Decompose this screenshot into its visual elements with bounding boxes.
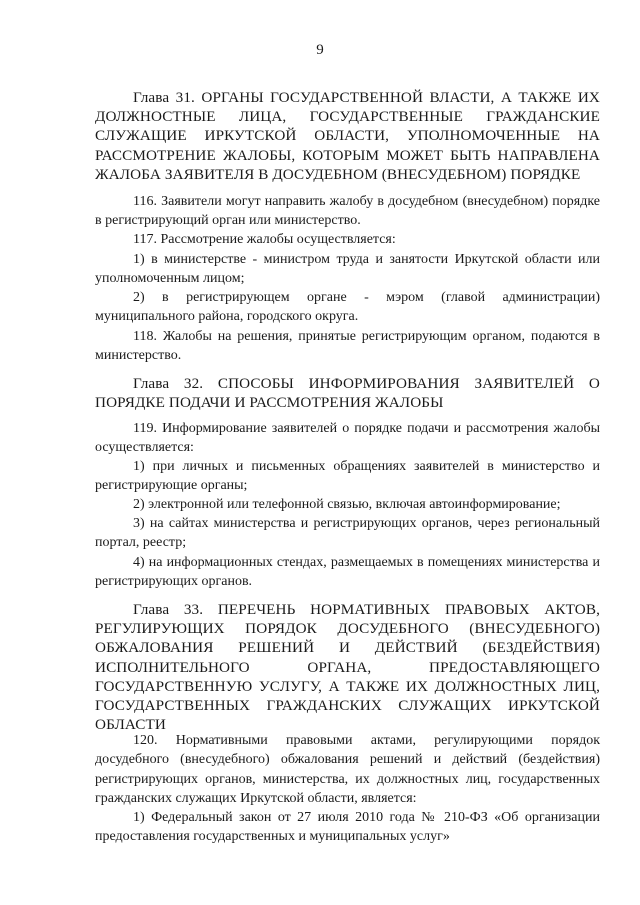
paragraph-120-item-1 bbox=[95, 808, 600, 847]
paragraph-119-item-2 bbox=[95, 495, 600, 514]
paragraph-119 bbox=[95, 419, 600, 458]
paragraph-120-text: 120. Нормативными правовыми актами, регулирующими порядок досудебного (внесудебного) обжалования решений и действий (бездействия) регистрирующих органов, министерства, их должностных лиц, государственных гражданских служащих Иркутской области, является: bbox=[95, 733, 600, 806]
paragraph-119-item-2-text: 2) электронной или телефонной связью, включая автоинформирование; bbox=[133, 497, 561, 512]
paragraph-119-item-1-text: 1) при личных и письменных обращениях заявителей в министерство и регистрирующие органы; bbox=[95, 459, 600, 494]
paragraph-118 bbox=[95, 327, 600, 366]
paragraph-120 bbox=[95, 731, 600, 808]
paragraph-119-text: 119. Информирование заявителей о порядке подачи и рассмотрения жалобы осуществляется: bbox=[95, 421, 600, 456]
page-number: 9 bbox=[316, 42, 324, 58]
paragraph-119-item-4 bbox=[95, 553, 600, 592]
paragraph-119-item-1 bbox=[95, 457, 600, 496]
paragraph-118-text: 118. Жалобы на решения, принятые регистрирующим органом, подаются в министерство. bbox=[95, 329, 600, 364]
paragraph-119-item-3 bbox=[95, 514, 600, 553]
paragraph-117-text: 117. Рассмотрение жалобы осуществляется: bbox=[133, 232, 396, 247]
paragraph-119-item-3-text: 3) на сайтах министерства и регистрирующих органов, через региональный портал, реестр; bbox=[95, 516, 600, 551]
chapter-31-heading bbox=[95, 88, 600, 184]
chapter-32-title: СПОСОБЫ ИНФОРМИРОВАНИЯ ЗАЯВИТЕЛЕЙ О ПОРЯДКЕ ПОДАЧИ И РАССМОТРЕНИЯ ЖАЛОБЫ bbox=[95, 375, 600, 412]
paragraph-117-item-1 bbox=[95, 250, 600, 289]
paragraph-117-item-1-text: 1) в министерстве - министром труда и занятости Иркутской области или уполномоченным лицом; bbox=[95, 252, 600, 287]
chapter-33-label: Глава 33. bbox=[133, 601, 204, 618]
chapter-32-heading bbox=[95, 374, 600, 412]
chapter-33-heading bbox=[95, 600, 600, 734]
paragraph-117 bbox=[95, 230, 600, 249]
paragraph-120-item-1-text: 1) Федеральный закон от 27 июля 2010 года № 210-ФЗ «Об организации предоставления государственных и муниципальных услуг» bbox=[95, 810, 600, 845]
chapter-32-label: Глава 32. bbox=[133, 375, 204, 392]
paragraph-117-item-2-text: 2) в регистрирующем органе - мэром (главой администрации) муниципального района, городского округа. bbox=[95, 290, 600, 325]
paragraph-119-item-4-text: 4) на информационных стендах, размещаемых в помещениях министерства и регистрирующих органов. bbox=[95, 555, 600, 590]
chapter-33-title: ПЕРЕЧЕНЬ НОРМАТИВНЫХ ПРАВОВЫХ АКТОВ, РЕГУЛИРУЮЩИХ ПОРЯДОК ДОСУДЕБНОГО (ВНЕСУДЕБНОГО) ОБЖАЛОВАНИЯ РЕШЕНИЙ И ДЕЙСТВИЙ (БЕЗДЕЙСТВИЯ) ИСПОЛНИТЕЛЬНОГО ОРГАНА, ПРЕДОСТАВЛЯЮЩЕГО ГОСУДАРСТВЕННУЮ УСЛУГУ, А ТАКЖЕ ИХ ДОЛЖНОСТНЫХ ЛИЦ, ГОСУДАРСТВЕННЫХ ГРАЖДАНСКИХ СЛУЖАЩИХ ИРКУТСКОЙ ОБЛАСТИ bbox=[95, 601, 600, 734]
chapter-31-title: ОРГАНЫ ГОСУДАРСТВЕННОЙ ВЛАСТИ, А ТАКЖЕ ИХ ДОЛЖНОСТНЫЕ ЛИЦА, ГОСУДАРСТВЕННЫЕ ГРАЖДАНСКИЕ СЛУЖАЩИЕ ИРКУТСКОЙ ОБЛАСТИ, УПОЛНОМОЧЕННЫЕ НА РАССМОТРЕНИЕ ЖАЛОБЫ, КОТОРЫМ МОЖЕТ БЫТЬ НАПРАВЛЕНА ЖАЛОБА ЗАЯВИТЕЛЯ В ДОСУДЕБНОМ (ВНЕСУДЕБНОМ) ПОРЯДКЕ bbox=[95, 89, 600, 183]
paragraph-116 bbox=[95, 192, 600, 231]
chapter-31-label: Глава 31. bbox=[133, 89, 195, 106]
paragraph-116-text: 116. Заявители могут направить жалобу в досудебном (внесудебном) порядке в регистрирующий орган или министерство. bbox=[95, 194, 600, 229]
paragraph-117-item-2 bbox=[95, 288, 600, 327]
